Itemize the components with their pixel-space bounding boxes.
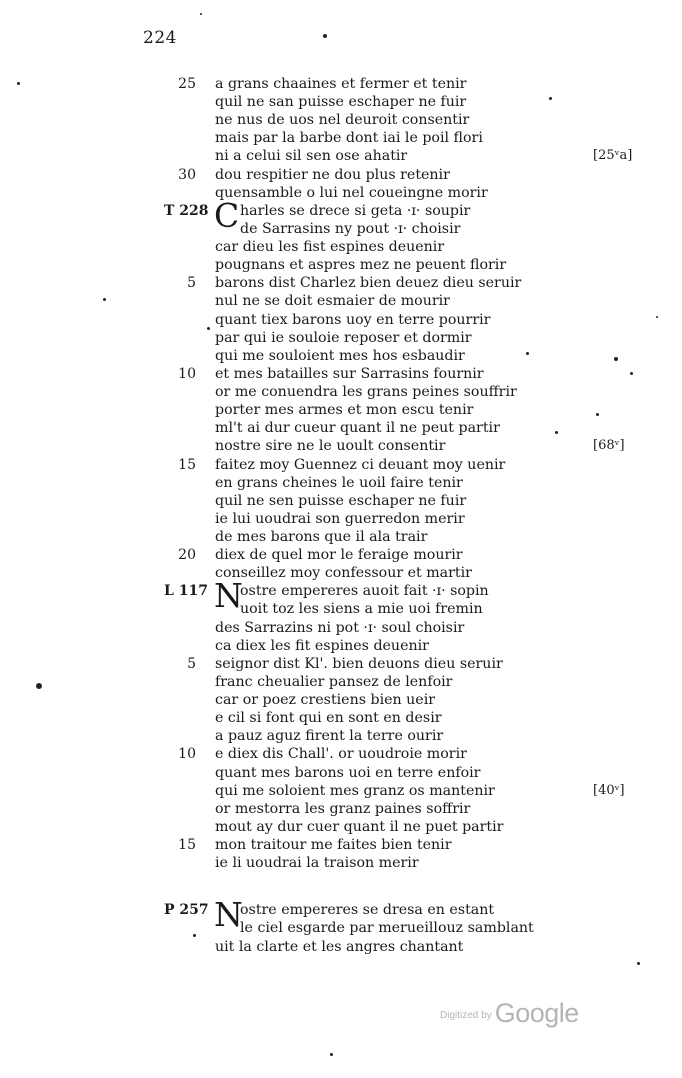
line-number: 15 [178, 837, 196, 853]
verse-text: ie lui uoudrai son guerredon merir [215, 511, 465, 527]
verse-line [0, 292, 682, 310]
verse-text: qui me souloient mes hos esbaudir [215, 348, 465, 364]
verse-text: dou respitier ne dou plus retenir [215, 167, 450, 183]
verse-text: franc cheualier pansez de lenfoir [215, 674, 453, 690]
scan-speck [207, 327, 210, 330]
scan-speck [596, 413, 599, 416]
verse-line [0, 836, 682, 854]
verse-text: des Sarrazins ni pot ·ɪ· soul choisir [215, 620, 465, 636]
page-number: 224 [143, 28, 177, 48]
verse-line [0, 709, 682, 727]
scan-speck [637, 962, 640, 965]
verse-text: de mes barons que il ala trair [215, 529, 428, 545]
verse-line [0, 546, 682, 564]
verse-line [0, 456, 682, 474]
verse-line [0, 510, 682, 528]
verse-line [0, 184, 682, 202]
verse-text: et mes batailles sur Sarrasins fournir [215, 366, 484, 382]
verse-line [0, 474, 682, 492]
scan-speck [200, 13, 202, 15]
verse-text: ostre empereres auoit fait ·ɪ· sopin [240, 583, 489, 599]
verse-text: seignor dist Kl'. bien deuons dieu seruir [215, 656, 503, 672]
verse-text: uit la clarte et les angres chantant [215, 939, 464, 955]
verse-text: uoit toz les siens a mie uoi fremin [240, 601, 483, 617]
verse-text: quensamble o lui nel coueingne morir [215, 185, 488, 201]
verse-line [0, 655, 682, 673]
drop-capital: N [214, 576, 243, 615]
verse-line [0, 727, 682, 745]
verse-text: qui me soloient mes granz os mantenir [215, 783, 495, 799]
line-number: 15 [178, 457, 196, 473]
scan-speck [614, 357, 618, 361]
verse-line [0, 347, 682, 365]
verse-text: de Sarrasins ny pout ·ɪ· choisir [240, 221, 461, 237]
verse-text: e cil si font qui en sont en desir [215, 710, 442, 726]
verse-line [0, 274, 682, 292]
verse-text: ne nus de uos nel deuroit consentir [215, 112, 470, 128]
scan-speck [526, 352, 529, 355]
scan-speck [330, 1053, 333, 1056]
folio-reference: [40ᵛ] [593, 783, 625, 798]
verse-text: faitez moy Guennez ci deuant moy uenir [215, 457, 506, 473]
verse-text: harles se drece si geta ·ɪ· soupir [240, 203, 471, 219]
line-number: 25 [178, 76, 196, 92]
verse-text: car dieu les fist espines deuenir [215, 239, 445, 255]
scan-speck [17, 82, 20, 85]
line-number: 10 [178, 366, 196, 382]
verse-text: porter mes armes et mon escu tenir [215, 402, 474, 418]
verse-text: nostre sire ne le uoult consentir [215, 438, 446, 454]
verse-line [0, 800, 682, 818]
verse-line [0, 166, 682, 184]
verse-text: e diex dis Chall'. or uoudroie morir [215, 746, 467, 762]
verse-line [0, 691, 682, 709]
verse-text: a grans chaaines et fermer et tenir [215, 76, 467, 92]
verse-line [0, 818, 682, 836]
verse-line [0, 256, 682, 274]
google-watermark [440, 998, 579, 1029]
verse-line [0, 854, 682, 872]
verse-line [0, 238, 682, 256]
scan-speck [193, 934, 196, 937]
laisse-label: L 117 [164, 583, 208, 599]
verse-line [0, 220, 682, 238]
verse-text: diex de quel mor le feraige mourir [215, 547, 463, 563]
verse-text: a pauz aguz firent la terre ourir [215, 728, 444, 744]
verse-text: pougnans et aspres mez ne peuent florir [215, 257, 507, 273]
verse-line [0, 782, 682, 800]
verse-line [0, 111, 682, 129]
verse-line [0, 419, 682, 437]
verse-line [0, 129, 682, 147]
verse-line [0, 311, 682, 329]
verse-line [0, 437, 682, 455]
line-number: 5 [187, 656, 196, 672]
scan-speck [555, 431, 558, 434]
verse-text: mais par la barbe dont iai le poil flori [215, 130, 483, 146]
verse-text: car or poez crestiens bien ueir [215, 692, 436, 708]
verse-line [0, 764, 682, 782]
verse-line [0, 147, 682, 165]
scan-speck [103, 298, 106, 301]
laisse-label: T 228 [164, 203, 209, 219]
watermark-brand: Google [494, 998, 579, 1028]
scan-speck [656, 316, 658, 318]
verse-line [0, 93, 682, 111]
verse-line [0, 528, 682, 546]
folio-reference: [25ᵛa] [593, 148, 633, 163]
verse-text: nul ne se doit esmaier de mourir [215, 293, 450, 309]
verse-line [0, 401, 682, 419]
line-number: 20 [178, 547, 196, 563]
verse-line [0, 75, 682, 93]
verse-text: par qui ie souloie reposer et dormir [215, 330, 472, 346]
verse-line [0, 637, 682, 655]
verse-line [0, 745, 682, 763]
verse-text: barons dist Charlez bien deuez dieu seruir [215, 275, 522, 291]
verse-line [0, 383, 682, 401]
watermark-prefix: Digitized by [440, 1010, 492, 1021]
scan-speck [630, 372, 633, 375]
scan-speck [549, 97, 552, 100]
folio-reference: [68ᵛ] [593, 438, 625, 453]
scan-speck [36, 683, 42, 689]
verse-text: or mestorra les granz paines soffrir [215, 801, 471, 817]
line-number: 10 [178, 746, 196, 762]
verse-text: quant mes barons uoi en terre enfoir [215, 765, 481, 781]
verse-text: or me conuendra les grans peines souffrir [215, 384, 517, 400]
verse-line [0, 600, 682, 618]
verse-line [0, 365, 682, 383]
verse-line [0, 619, 682, 637]
verse-text: le ciel esgarde par merueillouz samblant [240, 920, 534, 936]
verse-text: ml't ai dur cueur quant il ne peut partir [215, 420, 500, 436]
verse-text: mon traitour me faites bien tenir [215, 837, 452, 853]
line-number: 5 [187, 275, 196, 291]
verse-text: quil ne sen puisse eschaper ne fuir [215, 493, 467, 509]
verse-text: ie li uoudrai la traison merir [215, 855, 419, 871]
scan-speck [323, 34, 327, 38]
verse-text: ca diex les fit espines deuenir [215, 638, 429, 654]
verse-line [0, 329, 682, 347]
verse-line [0, 938, 682, 956]
drop-capital: C [214, 196, 240, 235]
verse-line [0, 673, 682, 691]
verse-line [0, 919, 682, 937]
verse-text: conseillez moy confessour et martir [215, 565, 472, 581]
laisse-label: P 257 [164, 902, 209, 918]
verse-line [0, 492, 682, 510]
verse-text: quant tiex barons uoy en terre pourrir [215, 312, 491, 328]
verse-text: mout ay dur cuer quant il ne puet partir [215, 819, 504, 835]
verse-text: ni a celui sil sen ose ahatir [215, 148, 408, 164]
drop-capital: N [214, 895, 243, 934]
verse-text: en grans cheines le uoil faire tenir [215, 475, 463, 491]
line-number: 30 [178, 167, 196, 183]
verse-line [0, 564, 682, 582]
verse-text: quil ne san puisse eschaper ne fuir [215, 94, 467, 110]
verse-text: ostre empereres se dresa en estant [240, 902, 495, 918]
